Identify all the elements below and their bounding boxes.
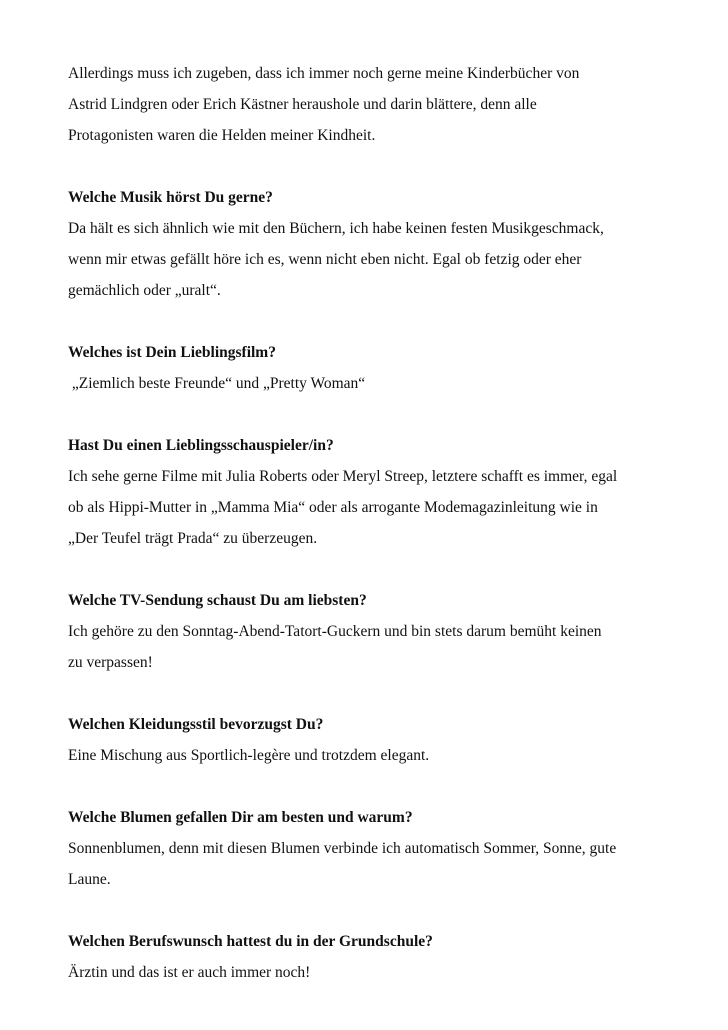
intro-line: Astrid Lindgren oder Erich Kästner heraushole und darin blättere, denn alle (68, 96, 537, 113)
qa-section-flowers (68, 802, 668, 895)
intro-line: Allerdings muss ich zugeben, dass ich immer noch gerne meine Kinderbücher von (68, 65, 580, 82)
question-heading: Welches ist Dein Lieblingsfilm? (68, 344, 276, 361)
answer-line: Da hält es sich ähnlich wie mit den Büchern, ich habe keinen festen Musikgeschmack, (68, 220, 604, 237)
question-heading: Welche Musik hörst Du gerne? (68, 189, 273, 206)
intro-line: Protagonisten waren die Helden meiner Kindheit. (68, 127, 376, 144)
answer-line: gemächlich oder „uralt“. (68, 282, 221, 299)
qa-section-career (68, 926, 668, 988)
answer-line: Laune. (68, 871, 111, 888)
question-heading: Welche Blumen gefallen Dir am besten und warum? (68, 809, 413, 826)
answer-line: wenn mir etwas gefällt höre ich es, wenn nicht eben nicht. Egal ob fetzig oder eher (68, 251, 582, 268)
question-heading: Welche TV-Sendung schaust Du am liebsten? (68, 592, 367, 609)
qa-section-style (68, 709, 668, 771)
qa-section-film (68, 337, 668, 399)
qa-section-music (68, 182, 668, 306)
qa-section-tv (68, 585, 668, 678)
answer-line: Eine Mischung aus Sportlich-legère und trotzdem elegant. (68, 747, 430, 764)
intro-paragraph (68, 58, 668, 151)
answer-line: „Ziemlich beste Freunde“ und „Pretty Woman“ (68, 375, 366, 392)
answer-line: Ich sehe gerne Filme mit Julia Roberts oder Meryl Streep, letztere schafft es immer, egal (68, 468, 618, 485)
answer-line: Ich gehöre zu den Sonntag-Abend-Tatort-Guckern und bin stets darum bemüht keinen (68, 623, 602, 640)
answer-line: Sonnenblumen, denn mit diesen Blumen verbinde ich automatisch Sommer, Sonne, gute (68, 840, 617, 857)
question-heading: Hast Du einen Lieblingsschauspieler/in? (68, 437, 334, 454)
answer-line: ob als Hippi-Mutter in „Mamma Mia“ oder als arrogante Modemagazinleitung wie in (68, 499, 598, 516)
answer-line: „Der Teufel trägt Prada“ zu überzeugen. (68, 530, 318, 547)
answer-line: Ärztin und das ist er auch immer noch! (68, 964, 311, 981)
question-heading: Welchen Berufswunsch hattest du in der Grundschule? (68, 933, 433, 950)
qa-section-actor (68, 430, 668, 554)
answer-line: zu verpassen! (68, 654, 153, 671)
question-heading: Welchen Kleidungsstil bevorzugst Du? (68, 716, 324, 733)
